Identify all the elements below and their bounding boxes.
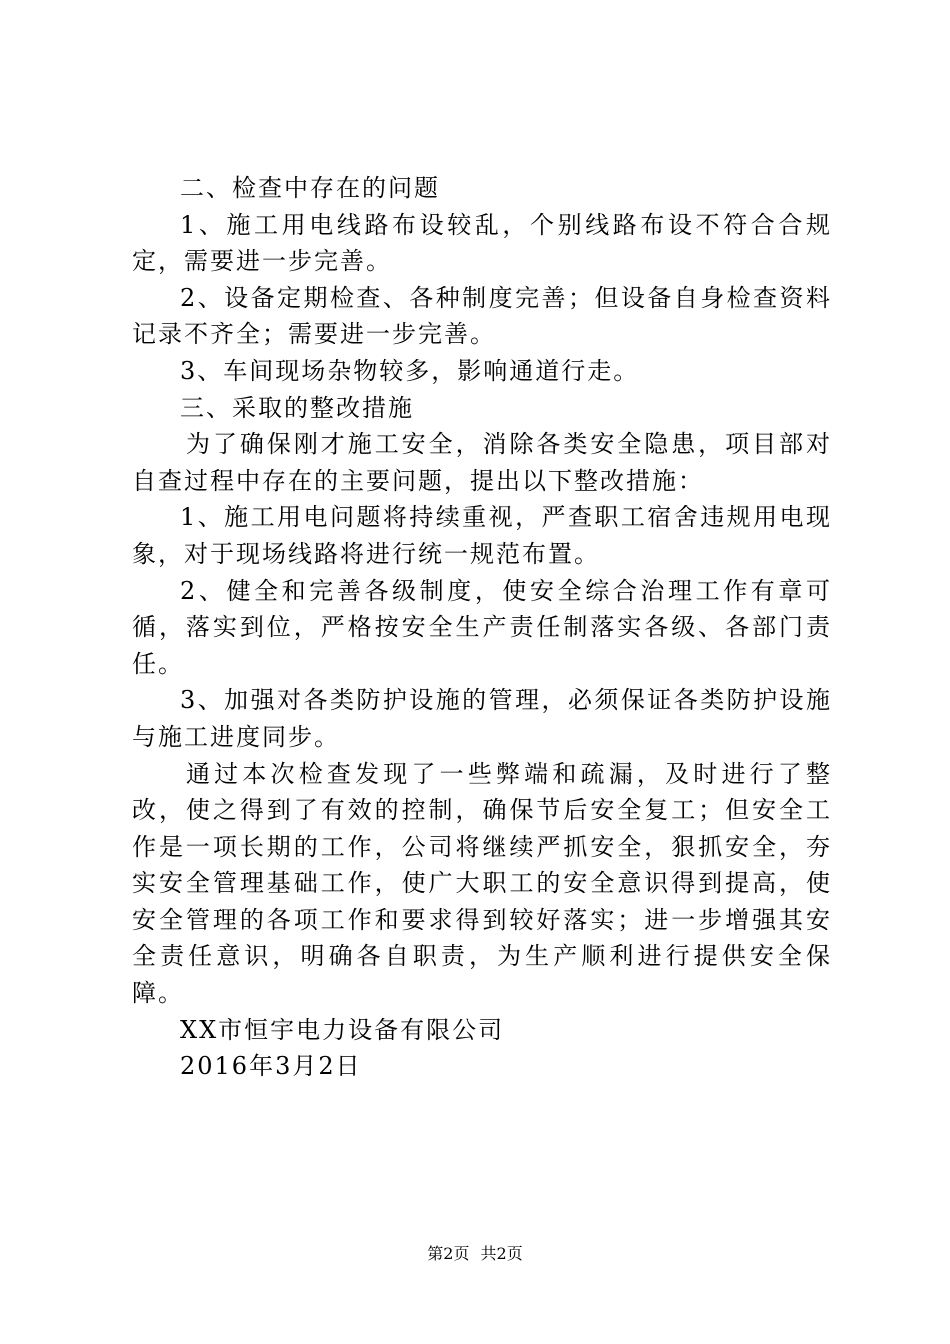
page-total: 共2页 — [480, 1244, 523, 1263]
measure-item-2: 2、健全和完善各级制度，使安全综合治理工作有章可循，落实到位，严格按安全生产责任制落实各级、各部门责任。 — [132, 576, 832, 678]
document-body — [132, 170, 832, 1085]
section-heading-problems: 二、检查中存在的问题 — [180, 174, 440, 202]
measure-item-1: 1、施工用电问题将持续重视，严查职工宿舍违规用电现象，对于现场线路将进行统一规范布置。 — [132, 503, 832, 568]
document-date: 2016年3月2日 — [180, 1052, 362, 1081]
problem-item-1: 1、施工用电线路布设较乱，个别线路布设不符合合规定，需要进一步完善。 — [132, 210, 832, 276]
problem-item-3: 3、车间现场杂物较多，影响通道行走。 — [180, 356, 640, 385]
conclusion-paragraph: 通过本次检查发现了一些弊端和疏漏，及时进行了整改，使之得到了有效的控制，确保节后安全复工；但安全工作是一项长期的工作，公司将继续严抓安全，狠抓安全，夯实安全管理基础工作，使广大职工的安全意识得到提高，使安全管理的各项工作和要求得到较好落实；进一步增强其安全责任意识，明确各自职责，为生产顺利进行提供安全保障。 — [132, 759, 832, 1008]
measures-intro: 为了确保刚才施工安全，消除各类安全隐患，项目部对自查过程中存在的主要问题，提出以下整改措施： — [132, 430, 832, 495]
page-number: 第2页 — [427, 1244, 470, 1263]
measure-item-3: 3、加强对各类防护设施的管理，必须保证各类防护设施与施工进度同步。 — [132, 686, 832, 751]
company-signature: XX市恒宇电力设备有限公司 — [180, 1015, 505, 1044]
problem-item-2: 2、设备定期检查、各种制度完善；但设备自身检查资料记录不齐全；需要进一步完善。 — [132, 283, 832, 349]
page-footer — [0, 1242, 950, 1266]
section-heading-measures: 三、采取的整改措施 — [180, 393, 414, 422]
